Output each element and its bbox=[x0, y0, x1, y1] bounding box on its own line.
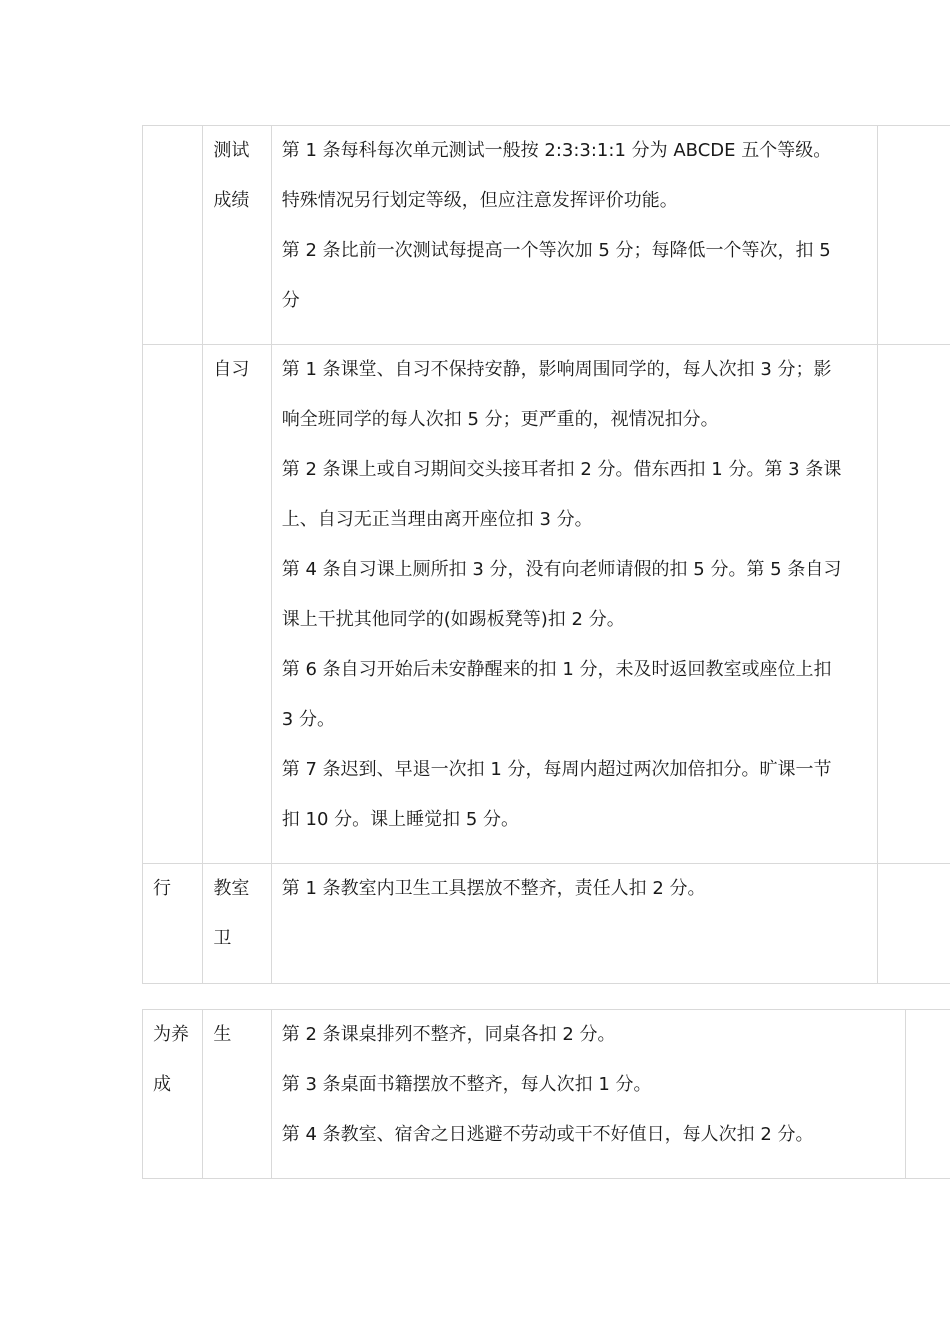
subcategory-cell bbox=[203, 864, 271, 984]
table-row bbox=[143, 126, 950, 345]
category-cell bbox=[143, 345, 203, 864]
rule-line: 第 1 条教室内卫生工具摆放不整齐，责任人扣 2 分。 bbox=[281, 878, 706, 899]
rules-table-lower bbox=[142, 1009, 950, 1179]
subcategory-cell bbox=[203, 1010, 271, 1179]
rule-line: 3 分。 bbox=[281, 709, 335, 730]
rule-line: 扣 10 分。课上睡觉扣 5 分。 bbox=[281, 809, 520, 830]
subcategory-text: 自习 bbox=[213, 359, 250, 380]
remarks-cell bbox=[905, 1010, 950, 1179]
subcategory-text: 测试 bbox=[213, 140, 250, 161]
rule-content-cell bbox=[271, 345, 877, 864]
subcategory-text: 成绩 bbox=[213, 190, 250, 211]
rule-line: 第 4 条自习课上厕所扣 3 分，没有向老师请假的扣 5 分。第 5 条自习 bbox=[281, 559, 842, 580]
subcategory-cell bbox=[203, 345, 271, 864]
category-cell bbox=[143, 1010, 203, 1179]
rule-line: 课上干扰其他同学的(如踢板凳等)扣 2 分。 bbox=[281, 609, 625, 630]
table-row bbox=[143, 345, 950, 864]
rule-line: 特殊情况另行划定等级，但应注意发挥评价功能。 bbox=[281, 190, 678, 211]
category-text: 成 bbox=[153, 1074, 171, 1095]
rule-line: 第 4 条教室、宿舍之日逃避不劳动或干不好值日，每人次扣 2 分。 bbox=[281, 1124, 814, 1145]
category-text: 为养 bbox=[153, 1024, 189, 1045]
rule-line: 上、自习无正当理由离开座位扣 3 分。 bbox=[281, 509, 593, 530]
remarks-cell bbox=[877, 345, 950, 864]
category-cell bbox=[143, 864, 203, 984]
table-row bbox=[143, 864, 950, 984]
rule-line: 第 3 条桌面书籍摆放不整齐，每人次扣 1 分。 bbox=[281, 1074, 652, 1095]
rule-line: 第 1 条课堂、自习不保持安静，影响周围同学的，每人次扣 3 分；影 bbox=[281, 359, 832, 380]
subcategory-text: 教室 bbox=[213, 878, 250, 899]
table-row bbox=[143, 1010, 950, 1179]
subcategory-text: 生 bbox=[213, 1024, 232, 1045]
rule-content-cell bbox=[271, 864, 877, 984]
rule-line: 响全班同学的每人次扣 5 分；更严重的，视情况扣分。 bbox=[281, 409, 719, 430]
rule-line: 第 2 条课桌排列不整齐，同桌各扣 2 分。 bbox=[281, 1024, 616, 1045]
subcategory-cell bbox=[203, 126, 271, 345]
rules-table-upper bbox=[142, 125, 950, 984]
rule-line: 第 2 条课上或自习期间交头接耳者扣 2 分。借东西扣 1 分。第 3 条课 bbox=[281, 459, 842, 480]
rule-line: 第 6 条自习开始后未安静醒来的扣 1 分，未及时返回教室或座位上扣 bbox=[281, 659, 832, 680]
category-text: 行 bbox=[153, 878, 171, 899]
rule-content-cell bbox=[271, 126, 877, 345]
category-cell bbox=[143, 126, 203, 345]
rule-line: 第 1 条每科每次单元测试一般按 2:3:3:1:1 分为 ABCDE 五个等级。 bbox=[281, 140, 832, 161]
rule-content-cell bbox=[271, 1010, 905, 1179]
subcategory-text: 卫 bbox=[213, 928, 232, 949]
rule-line: 第 7 条迟到、早退一次扣 1 分，每周内超过两次加倍扣分。旷课一节 bbox=[281, 759, 832, 780]
remarks-cell bbox=[877, 864, 950, 984]
rule-line: 分 bbox=[281, 290, 300, 311]
rule-line: 第 2 条比前一次测试每提高一个等次加 5 分；每降低一个等次，扣 5 bbox=[281, 240, 831, 261]
remarks-cell bbox=[877, 126, 950, 345]
